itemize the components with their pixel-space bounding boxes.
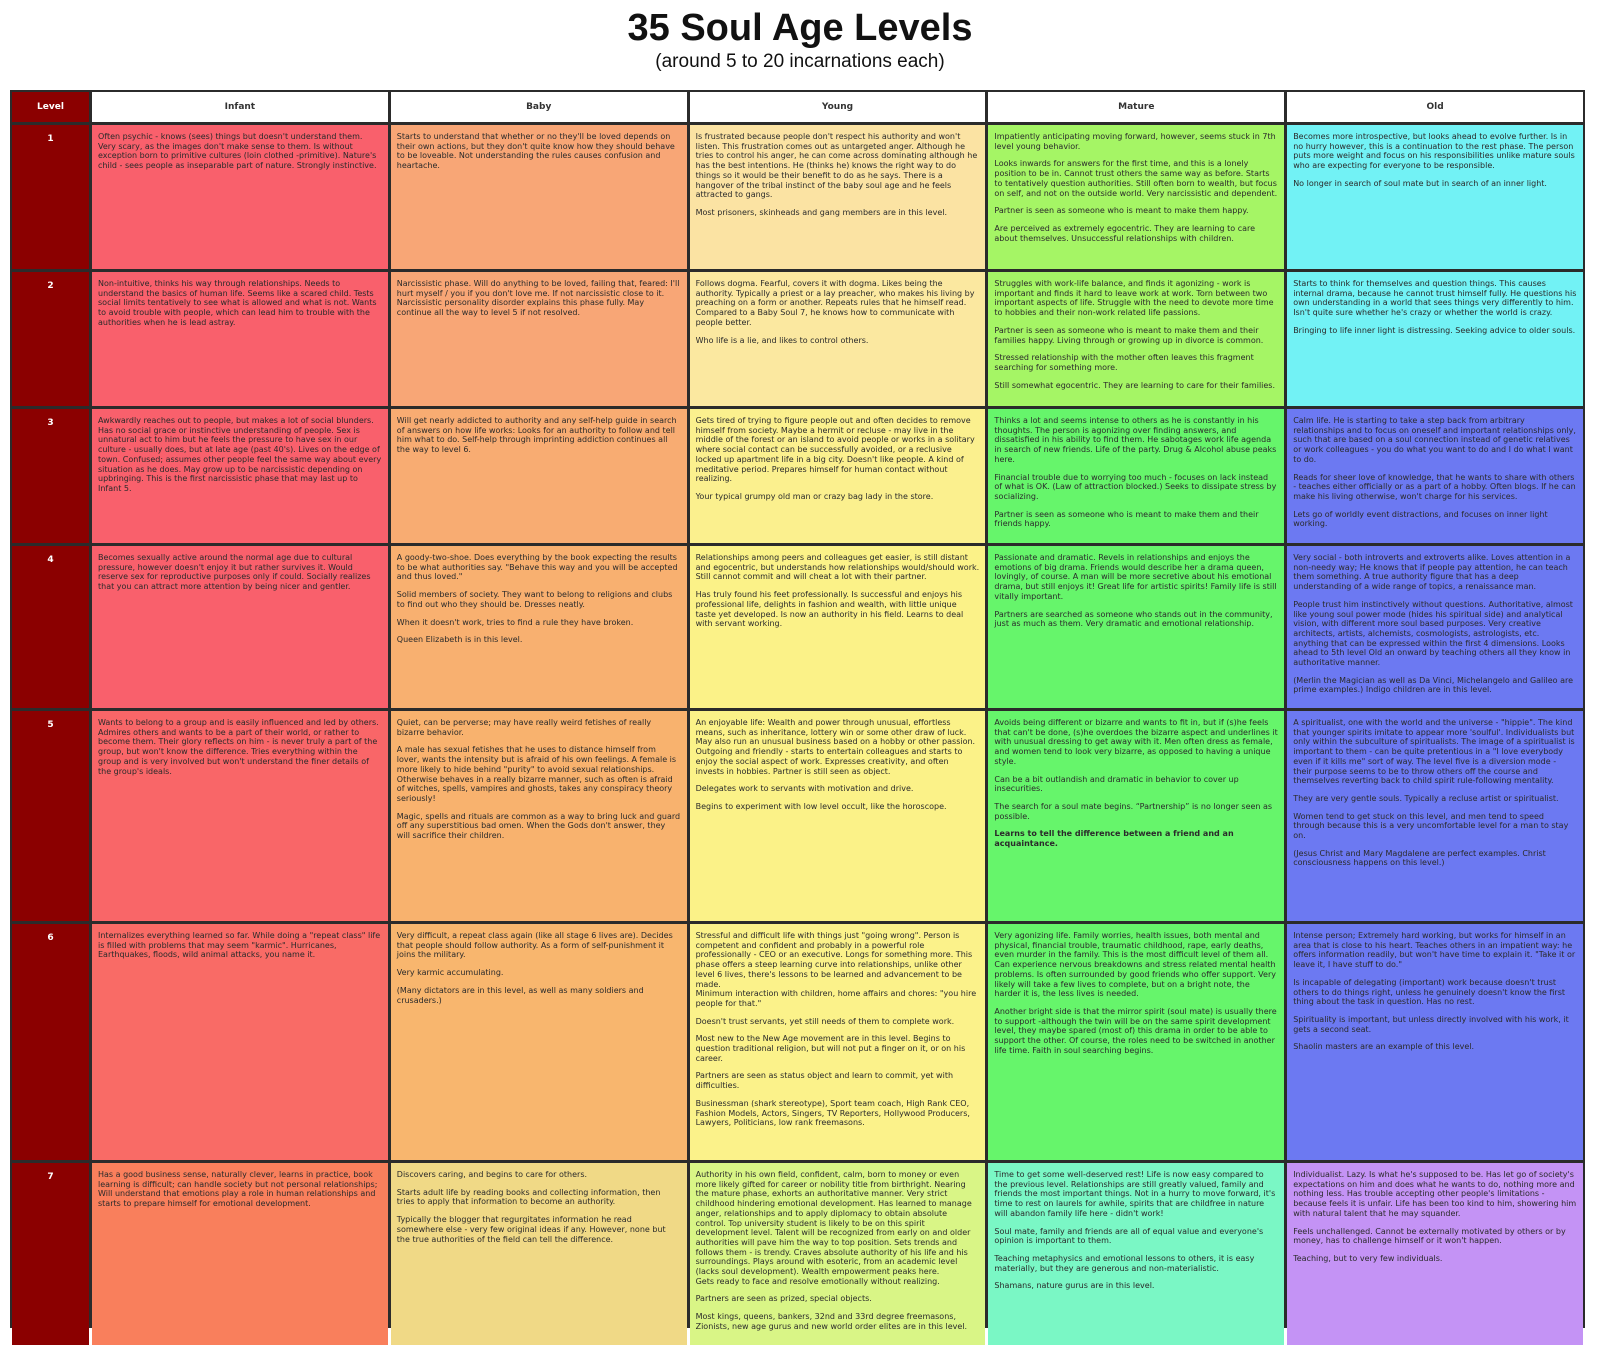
cell-paragraph: Bringing to life inner light is distressing. Seeking advice to older souls.: [1293, 325, 1576, 335]
cell-paragraph: Authority in his own field, confident, calm, born to money or even more likely gifted for career or nobility title from birthright. Nearing the mature phase, exhorts an authoritative manner. Very strict childhood hindering emotional development. Has learned to manage anger, relationships and to apply diplomacy to obtain absolute control. Top university student is likely to be on this spirit development level. Talent will be recognized from early on and older authorities will pave him the way to top position. Sets trends and follows them - is trendy. Craves absolute authority of his life and his surroundings. Plays around with esoteric, from an academic level (lacks soul development). Wealth empowerment peaks here. Gets ready to face and resolve emotionally without realizing.: [695, 1170, 972, 1286]
cell-paragraph: Becomes more introspective, but looks ahead to evolve further. Is in no hurry however, this is a continuation to the rest phase. The person puts more weight and focus on his responsibilities unlike mature souls who are expecting for everyone to be responsible.: [1293, 132, 1575, 171]
cell-paragraph: Partner is seen as someone who is meant to make them and their families happy. Living through or growing up in divorce is common.: [994, 325, 1264, 345]
cell-paragraph: (Jesus Christ and Mary Magdalene are perfect examples. Christ consciousness happens on this level.): [1293, 848, 1546, 868]
cell-paragraph: Gets tired of trying to figure people out and often decides to remove himself from society. Maybe a hermit or recluse - may live in the middle of the forest or an island to avoid people or works in a solitary where social contact can be successfully avoided, or a reclusive locked up apartment life in a big city. Doesn't like people. A kind of meditative period. Prepares himself for human contact without realizing.: [695, 416, 975, 484]
cell-paragraph: Your typical grumpy old man or crazy bag lady in the store.: [695, 491, 934, 501]
cell-paragraph: Time to get some well-deserved rest! Life is now easy compared to the previous level. Relationships are still greatly valued, family and friends the most important things. Not in a hurry to move forward, it's time to rest on laurels for awhile, spirits that are childfree in nature will abandon family life here - didn't work!: [994, 1170, 1276, 1218]
cell-paragraph: Teaching, but to very few individuals.: [1293, 1253, 1443, 1263]
cell-paragraph: A spiritualist, one with the world and the universe - "hippie". The kind that younger spirits imitate to appear more 'soulful'. Individualists but only within the subculture of spiritualists. The image of a spiritualist is important to them - can be quite pretentious in a "I love everybody even if it kills me" sort of way. The level five is a diversion mode - their purpose seems to be to throw others off the course and themselves reverting back to child spirit rule-following mentality.: [1293, 718, 1575, 786]
cell-paragraph: Has truly found his feet professionally. Is successful and enjoys his professional life, delights in fashion and wealth, with little unique taste yet developed. Is now an authority in his field. Learns to deal with servant working.: [695, 590, 964, 629]
cell-paragraph: Partner is seen as someone who is meant to make them happy.: [994, 206, 1249, 216]
level-cell: 5: [12, 711, 89, 921]
header-old: Old: [1287, 92, 1583, 122]
cell-paragraph: Starts to understand that whether or no they'll be loved depends on their own actions, but they don't quite know how they should behave to be loveable. Not understanding the rules causes confusion and heartache.: [396, 132, 675, 171]
cell-paragraph: Passionate and dramatic. Revels in relationships and enjoys the emotions of big drama. Friends would describe her a drama queen, lovingly, of course. A man will be more secretive about his emotional drama, but still enjoys it! Great life for artistic spirits! Family life is still vitally important.: [994, 553, 1277, 601]
cell-young: [690, 1163, 986, 1345]
header-mature: Mature: [988, 92, 1284, 122]
cell-baby: [391, 409, 687, 543]
cell-paragraph: Often psychic - knows (sees) things but doesn't understand them. Very scary, as the images don't make sense to them. Is without exception born to primitive cultures (loin clothed -primitive). Nature's child - sees people as inseparable part of nature. Strongly instinctive.: [98, 132, 377, 171]
cell-paragraph: Calm life. He is starting to take a step back from arbitrary relationships and to focus on oneself and important relationships only, such that are based on a soul connection instead of genetic relatives or work colleagues - you do what you want to do and I do what I want to do.: [1293, 416, 1576, 464]
cell-paragraph: Delegates work to servants with motivation and drive.: [695, 784, 914, 794]
cell-paragraph: Quiet, can be perverse; may have really weird fetishes of really bizarre behavior.: [396, 718, 652, 737]
cell-paragraph: Shaolin masters are an example of this level.: [1293, 1042, 1475, 1052]
cell-paragraph: Most kings, queens, bankers, 32nd and 33rd degree freemasons, Zionists, new age gurus and new world order elites are in this level.: [695, 1312, 968, 1331]
cell-paragraph: Discovers caring, and begins to care for others.: [396, 1170, 588, 1179]
cell-paragraph: Queen Elizabeth is in this level.: [396, 635, 523, 645]
cell-paragraph: Starts adult life by reading books and collecting information, then tries to apply that information to become an authority.: [396, 1187, 661, 1207]
level-cell: 4: [12, 546, 89, 708]
cell-paragraph: Solid members of society. They want to belong to religions and clubs to find out who they should be. Dresses neatly.: [396, 590, 673, 609]
cell-paragraph: Magic, spells and rituals are common as a way to bring luck and guard off any superstitious bad omen. When the Gods don't answer, they will sacrifice their children.: [396, 811, 681, 841]
cell-young: [690, 272, 986, 406]
cell-paragraph: Individualist. Lazy. Is what he's supposed to be. Has let go of society's expectations on him and does what he wants to do, nothing more and nothing less. Has trouble accepting other people's limitations - because feels it is unfair. Life has been too kind to him, showering him with natural talent that he may squander.: [1293, 1170, 1577, 1218]
cell-old: [1287, 272, 1583, 406]
cell-infant: [92, 125, 388, 269]
cell-paragraph: Starts to think for themselves and question things. This causes internal drama, because he cannot trust himself fully. He questions his own understanding in a world that sees things very differently to him. Isn't quite sure whether he's crazy or whether the world is crazy.: [1293, 279, 1577, 318]
page-subtitle: (around 5 to 20 incarnations each): [655, 51, 945, 72]
cell-mature: [988, 711, 1284, 921]
cell-paragraph: Partner is seen as someone who is meant to make them and their friends happy.: [994, 509, 1259, 529]
cell-young: [690, 409, 986, 543]
cell-paragraph: Very karmic accumulating.: [396, 968, 504, 978]
cell-paragraph: Learns to tell the difference between a friend and an acquaintance.: [994, 829, 1234, 849]
level-cell: 3: [12, 409, 89, 543]
cell-paragraph: Wants to belong to a group and is easily influenced and led by others. Admires others and wants to be a part of their world, or rather to become them. Their glory reflects on him - is never truly a part of the group, but won't know the difference. Tries everything within the group and is very involved but won't understand the finer details of the group's ideals.: [98, 718, 379, 776]
cell-paragraph: Has a good business sense, naturally clever, learns in practice, book learning is difficult; can handle society but not personal relationships; Will understand that emotions play a role in human relationships and starts to prepare himself for emotional development.: [98, 1170, 378, 1209]
cell-baby: [391, 924, 687, 1160]
cell-paragraph: (Many dictators are in this level, as well as many soldiers and crusaders.): [396, 985, 644, 1005]
cell-paragraph: Lets go of worldly event distractions, and focuses on inner light working.: [1293, 509, 1548, 529]
cell-paragraph: An enjoyable life: Wealth and power through unusual, effortless means, such as inheritance, lottery win or some other draw of luck. May also run an unusual business based on a hobby or other passion. Outgoing and friendly - starts to entertain colleagues and starts to enjoy the social aspect of work. Expresses creativity, and often invests in hobbies. Partner is still seen as object.: [695, 718, 976, 776]
cell-old: [1287, 409, 1583, 543]
cell-paragraph: Very difficult, a repeat class again (like all stage 6 lives are). Decides that people should follow authority. As a form of self-punishment it joins the military.: [396, 931, 673, 960]
cell-paragraph: Intense person; Extremely hard working, but works for himself in an area that is close to his heart. Teaches others in an impatient way: he offers information readily, but won't have time to explain it. "Take it or leave it, I have stuff to do.": [1293, 931, 1576, 970]
cell-infant: [92, 546, 388, 708]
cell-paragraph: Stressful and difficult life with things just "going wrong". Person is competent and confident and probably in a powerful role professionally - CEO or an executive. Longs for something more. This phase offers a steep learning curve into relationships, unlike other level 6 lives, there's lessons to be learned and advancement to be made. Minimum interaction with children, home affairs and chores: "you hire people for that.": [695, 931, 977, 1008]
cell-infant: [92, 1163, 388, 1345]
cell-mature: [988, 1163, 1284, 1345]
cell-paragraph: Thinks a lot and seems intense to others as he is constantly in his thoughts. The person is agonizing over finding answers, and dissatisfied in his ability to find them. He sabotages work life agenda in search of new friends. Life of the party. Drug & Alcohol abuse peaks here.: [994, 416, 1277, 464]
cell-infant: [92, 272, 388, 406]
cell-paragraph: Avoids being different or bizarre and wants to fit in, but if (s)he feels that can't be done, (s)he overdoes the bizarre aspect and underlines it with unusual dressing to get away with it. Men often dress as female, and women tend to look very bizarre, as opposed to having a unique style.: [994, 718, 1278, 766]
cell-paragraph: The search for a soul mate begins. “Partnership” is no longer seen as possible.: [994, 801, 1273, 821]
cell-infant: [92, 409, 388, 543]
cell-paragraph: Spirituality is important, but unless directly involved with his work, it gets a second seat.: [1293, 1014, 1569, 1034]
title-block: [0, 6, 1600, 74]
cell-mature: [988, 924, 1284, 1160]
cell-paragraph: Can be a bit outlandish and dramatic in behavior to cover up insecurities.: [994, 774, 1239, 794]
cell-paragraph: Partners are seen as prized, special objects.: [695, 1294, 872, 1304]
cell-paragraph: Soul mate, family and friends are all of equal value and everyone's opinion is important to them.: [994, 1226, 1264, 1246]
cell-paragraph: Partners are searched as someone who stands out in the community, just as much as them. Very dramatic and emotional relationship.: [994, 609, 1273, 629]
cell-paragraph: Follows dogma. Fearful, covers it with dogma. Likes being the authority. Typically a priest or a lay preacher, who makes his living by preaching on a form or another. Repeats rules that he himself read. Compared to a Baby Soul 7, he knows how to communicate with people better.: [695, 279, 975, 327]
cell-paragraph: Impatiently anticipating moving forward, however, seems stuck in 7th level young behavior.: [994, 132, 1276, 151]
cell-paragraph: Is frustrated because people don't respect his authority and won't listen. This frustration comes out as untargeted anger. Although he tries to control his anger, he can come across dominating although he has the best intentions. He (thinks he) knows the right way to do things so it would be their benefit to do as he says. There is a hangover of the tribal instinct of the baby soul age and he feels attracted to gangs.: [695, 132, 978, 200]
cell-paragraph: Awkwardly reaches out to people, but makes a lot of social blunders. Has no social grace or instinctive understanding of people. Sex is unnatural act to him but he feels the pressure to have sex in our culture - usually does, but at late age (past 40's). Lives on the edge of town. Confused; assumes other people feel the same way about every situation as he does. May grow up to be narcissistic depending on upbringing. This is the first narcissistic phase that may last up to Infant 5.: [98, 416, 382, 493]
level-cell: 1: [12, 125, 89, 269]
cell-baby: [391, 125, 687, 269]
cell-old: [1287, 924, 1583, 1160]
cell-paragraph: Most prisoners, skinheads and gang members are in this level.: [695, 207, 947, 217]
cell-paragraph: Will get nearly addicted to authority and any self-help guide in search of answers on how life works: Looks for an authority to follow and tell him what to do. Self-help through imprinting addiction continues all the way to level 6.: [396, 416, 677, 455]
cell-mature: [988, 272, 1284, 406]
cell-young: [690, 546, 986, 708]
cell-baby: [391, 272, 687, 406]
cell-paragraph: Partners are seen as status object and learn to commit, yet with difficulties.: [695, 1071, 954, 1091]
header-level: Level: [12, 92, 89, 122]
cell-paragraph: A male has sexual fetishes that he uses to distance himself from lover, wants the intensity but is afraid of his own feelings. A female is more likely to hide behind "purity" to avoid sexual relationships. Otherwise behaves in a really bizarre manner, such as often is afraid of witches, spells, vampires and ghosts, takes any conspiracy theory seriously!: [396, 745, 677, 803]
cell-paragraph: Very social - both introverts and extroverts alike. Loves attention in a non-needy way; He knows that if people pay attention, he can teach them something. A true authority figure that has a deep understanding of a wide range of topics, a renaissance man.: [1293, 553, 1571, 592]
page-title: 35 Soul Age Levels: [627, 7, 973, 49]
soul-age-table: [10, 90, 1585, 1331]
cell-paragraph: Reads for sheer love of knowledge, that he wants to share with others - teaches either officially or as a part of a hobby. Often blogs. If he can make his living otherwise, won't charge for his services.: [1293, 472, 1576, 501]
level-cell: 7: [12, 1163, 89, 1345]
cell-paragraph: Still somewhat egocentric. They are learning to care for their families.: [994, 380, 1276, 390]
cell-old: [1287, 546, 1583, 708]
cell-paragraph: Are perceived as extremely egocentric. They are learning to care about themselves. Unsuccessful relationships with children.: [994, 223, 1256, 243]
cell-mature: [988, 546, 1284, 708]
cell-paragraph: Internalizes everything learned so far. While doing a "repeat class" life is filled with problems that may seem "karmic". Hurricanes, Earthquakes, floods, wild animal attacks, you name it.: [98, 931, 381, 960]
header-baby: Baby: [391, 92, 687, 122]
cell-paragraph: Non-intuitive, thinks his way through relationships. Needs to understand the basics of human life. Seems like a scared child. Tests social limits tentatively to see what is allowed and what is not. Wants to avoid trouble with people, which can lead him to trouble with the authorities when he is lead astray.: [98, 279, 377, 327]
cell-paragraph: A goody-two-shoe. Does everything by the book expecting the results to be what authorities say. "Behave this way and you will be accepted and thus loved.": [396, 553, 678, 582]
cell-paragraph: Begins to experiment with low level occult, like the horoscope.: [695, 801, 947, 811]
cell-young: [690, 924, 986, 1160]
cell-paragraph: Is incapable of delegating (important) work because doesn't trust others to do things right, unless he genuinely doesn't know the first thing about the task in question. Has no rest.: [1293, 977, 1566, 1007]
cell-old: [1287, 1163, 1583, 1345]
cell-infant: [92, 711, 388, 921]
cell-paragraph: Most new to the New Age movement are in this level. Begins to question traditional religion, but will not put a finger on it, or on his career.: [695, 1034, 966, 1063]
header-young: Young: [690, 92, 986, 122]
cell-paragraph: Shamans, nature gurus are in this level.: [994, 1281, 1155, 1291]
cell-young: [690, 711, 986, 921]
cell-paragraph: No longer in search of soul mate but in search of an inner light.: [1293, 178, 1547, 188]
cell-baby: [391, 1163, 687, 1345]
cell-paragraph: Narcissistic phase. Will do anything to be loved, failing that, feared: I'll hurt myself / you if you don't love me. If not narcissistic close to it. Narcissistic personality disorder explains this phase fully. May continue all the way to level 5 if not resolved.: [396, 279, 680, 318]
cell-paragraph: Very agonizing life. Family worries, health issues, both mental and physical, financial trouble, traumatic childhood, rape, early deaths, even murder in the family. This is the most difficult level of them all. Can experience nervous breakdowns and stress related mental health problems. Is often surrounded by good friends who offer support. Very likely will take a few lives to complete, but on a bright note, the harder it is, the less lives is needed.: [994, 931, 1276, 999]
cell-paragraph: (Merlin the Magician as well as Da Vinci, Michelangelo and Galileo are prime examples.) Indigo children are in this level.: [1293, 675, 1574, 695]
cell-mature: [988, 125, 1284, 269]
cell-paragraph: Doesn't trust servants, yet still needs of them to complete work.: [695, 1016, 955, 1026]
cell-paragraph: Businessman (shark stereotype), Sport team coach, High Rank CEO, Fashion Models, Actors, Singers, TV Reporters, Hollywood Producers, Lawyers, Politicians, low rank freemasons.: [695, 1098, 970, 1128]
cell-old: [1287, 711, 1583, 921]
cell-mature: [988, 409, 1284, 543]
cell-paragraph: Who life is a lie, and likes to control others.: [695, 335, 869, 345]
level-cell: 6: [12, 924, 89, 1160]
cell-paragraph: Another bright side is that the mirror spirit (soul mate) is usually there to support -although the twin will be on the same spirit development level, they maybe spared (most of) this drama in order to be able to support the other. Of course, the roles need to be switched in another life time. Faith in soul searching begins.: [994, 1006, 1277, 1055]
cell-paragraph: Women tend to get stuck on this level, and men tend to speed through because this is a very uncomfortable level for a man to stay on.: [1293, 811, 1569, 841]
cell-baby: [391, 711, 687, 921]
cell-old: [1287, 125, 1583, 269]
cell-paragraph: When it doesn't work, tries to find a rule they have broken.: [396, 617, 634, 627]
cell-paragraph: Becomes sexually active around the normal age due to cultural pressure, however doesn't enjoy it but rather survives it. Would reserve sex for reproductive purposes only if could. Socially realizes that you can attract more attention by being nicer and gentler.: [98, 553, 371, 592]
cell-paragraph: Teaching metaphysics and emotional lessons to others, it is easy materially, but they are generous and non-materialistic.: [994, 1253, 1255, 1273]
cell-paragraph: Relationships among peers and colleagues get easier, is still distant and egocentric, but understands how relationships would/should work. Still cannot commit and will cheat a lot with their partner.: [695, 553, 980, 582]
cell-paragraph: They are very gentle souls. Typically a recluse artist or spiritualist.: [1293, 793, 1559, 803]
cell-paragraph: Looks inwards for answers for the first time, and this is a lonely position to be in. Cannot trust others the same way as before. Starts to tentatively question authorities. Still often born to wealth, but focus on self, and not on the outside world. Very narcissistic and dependent.: [994, 159, 1278, 198]
header-infant: Infant: [92, 92, 388, 122]
cell-paragraph: People trust him instinctively without questions. Authoritative, almost like young soul power mode (hides his spiritual side) and analytical vision, with different more soul based purposes. Very creative architects, artists, alchemists, cosmologists, astrologists, etc. anything that can be expressed within the first 4 dimensions. Looks ahead to 5th level Old an onward by teaching others all they know in authoritative manner.: [1293, 599, 1573, 668]
cell-paragraph: Stressed relationship with the mother often leaves this fragment searching for something more.: [994, 353, 1254, 372]
cell-infant: [92, 924, 388, 1160]
cell-paragraph: Struggles with work-life balance, and finds it agonizing - work is important and finds it hard to leave work at work. Torn between two important aspects of life. Struggle with the need to devote more time to hobbies and their non-work related life passions.: [994, 279, 1274, 318]
cell-paragraph: Typically the blogger that regurgitates information he read somewhere else - very few original ideas if any. However, none but the true authorities of the field can tell the difference.: [396, 1215, 666, 1244]
level-cell: 2: [12, 272, 89, 406]
cell-paragraph: Feels unchallenged. Cannot be externally motivated by others or by money, has to challenge himself or it won't happen.: [1293, 1226, 1566, 1246]
cell-paragraph: Financial trouble due to worrying too much - focuses on lack instead of what is OK. (Law of attraction blocked.) Seeks to dissipate stress by socializing.: [994, 472, 1277, 501]
cell-baby: [391, 546, 687, 708]
cell-young: [690, 125, 986, 269]
